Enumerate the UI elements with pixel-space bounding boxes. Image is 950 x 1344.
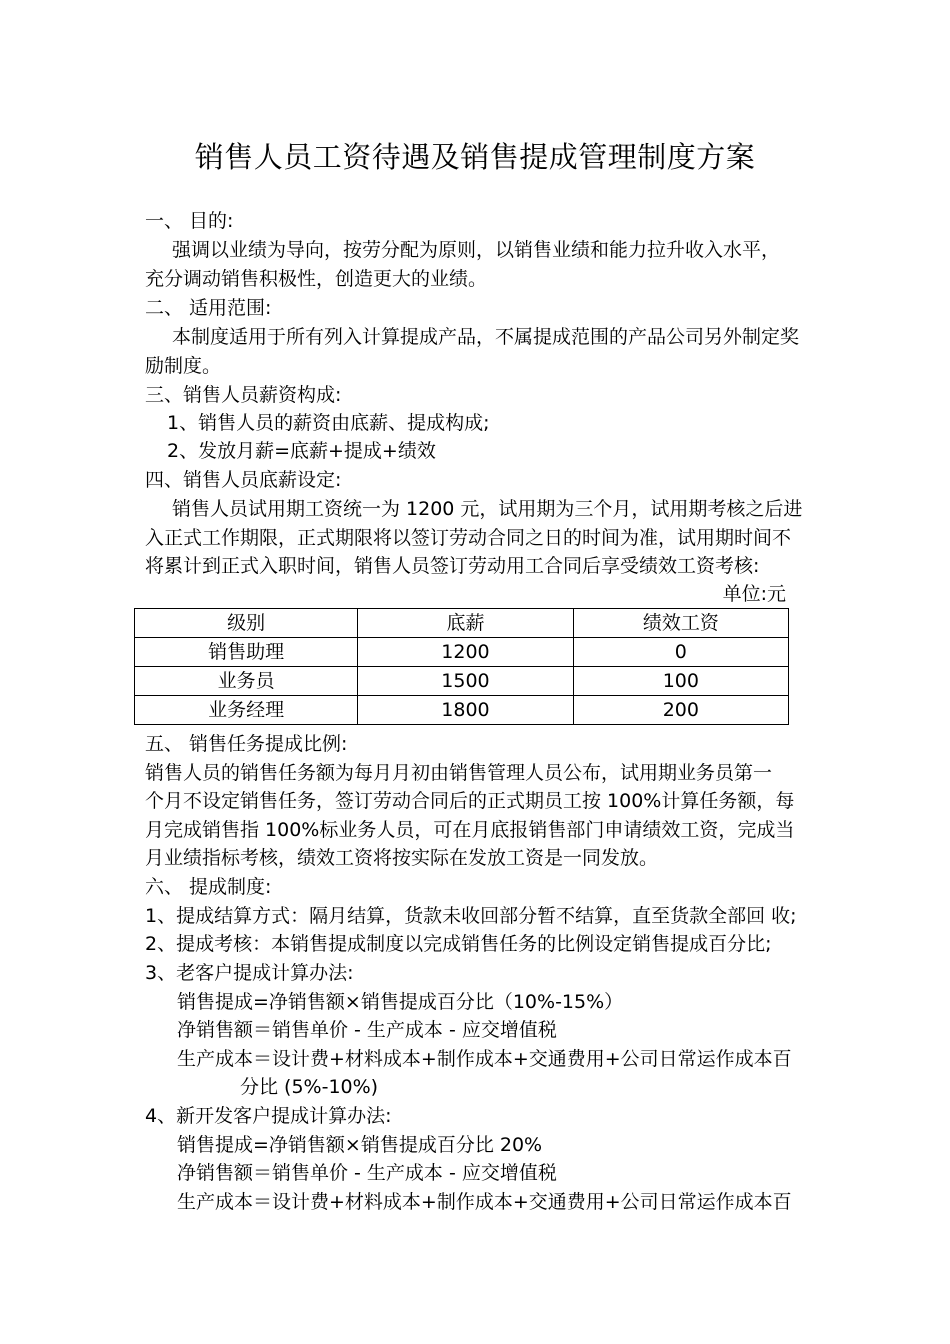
page-title: 销售人员工资待遇及销售提成管理制度方案 bbox=[194, 140, 756, 174]
table-cell: 100 bbox=[573, 667, 788, 696]
table-row bbox=[135, 696, 789, 725]
formula-line: 分比 (5%-10%) bbox=[240, 1076, 379, 1098]
formula-line: 生产成本＝设计费+材料成本+制作成本+交通费用+公司日常运作成本百 bbox=[177, 1048, 792, 1070]
table-header-row bbox=[135, 609, 789, 638]
paragraph-line: 充分调动销售积极性，创造更大的业绩。 bbox=[145, 268, 488, 290]
list-item: 4、新开发客户提成计算办法: bbox=[145, 1105, 392, 1127]
salary-table bbox=[134, 608, 789, 725]
table-cell: 0 bbox=[573, 638, 788, 667]
formula-line: 销售提成=净销售额×销售提成百分比（10%-15%） bbox=[177, 991, 624, 1013]
column-header-level: 级别 bbox=[135, 609, 358, 638]
paragraph-line: 月完成销售指 100%标业务人员，可在月底报销售部门申请绩效工资，完成当 bbox=[145, 819, 795, 841]
paragraph-line: 将累计到正式入职时间，销售人员签订劳动用工合同后享受绩效工资考核: bbox=[145, 555, 760, 577]
section-heading-commission-system: 六、 提成制度: bbox=[145, 876, 272, 898]
table-row bbox=[135, 638, 789, 667]
table-row bbox=[135, 667, 789, 696]
table-cell: 销售助理 bbox=[135, 638, 358, 667]
list-item: 3、老客户提成计算办法: bbox=[145, 962, 354, 984]
paragraph-line: 励制度。 bbox=[145, 355, 222, 377]
list-item: 2、发放月薪=底薪+提成+绩效 bbox=[167, 440, 436, 462]
formula-line: 净销售额＝销售单价 - 生产成本 - 应交增值税 bbox=[177, 1019, 557, 1041]
column-header-performance-pay: 绩效工资 bbox=[573, 609, 788, 638]
paragraph-line: 个月不设定销售任务，签订劳动合同后的正式期员工按 100%计算任务额，每 bbox=[145, 790, 795, 812]
table-cell: 业务员 bbox=[135, 667, 358, 696]
section-heading-scope: 二、 适用范围: bbox=[145, 297, 272, 319]
section-heading-purpose: 一、 目的: bbox=[145, 210, 234, 232]
paragraph-line: 销售人员试用期工资统一为 1200 元，试用期为三个月，试用期考核之后进 bbox=[172, 498, 803, 520]
table-cell: 200 bbox=[573, 696, 788, 725]
list-item: 2、提成考核：本销售提成制度以完成销售任务的比例设定销售提成百分比; bbox=[145, 933, 772, 955]
table-cell: 业务经理 bbox=[135, 696, 358, 725]
section-heading-base-salary: 四、销售人员底薪设定: bbox=[145, 469, 342, 491]
paragraph-line: 月业绩指标考核，绩效工资将按实际在发放工资是一同发放。 bbox=[145, 847, 659, 869]
list-item: 1、提成结算方式：隔月结算，货款未收回部分暂不结算，直至货款全部回 收; bbox=[145, 905, 797, 927]
unit-label: 单位:元 bbox=[722, 583, 786, 605]
paragraph-line: 销售人员的销售任务额为每月月初由销售管理人员公布，试用期业务员第一 bbox=[145, 762, 773, 784]
section-heading-commission-ratio: 五、 销售任务提成比例: bbox=[145, 733, 348, 755]
table-cell: 1200 bbox=[358, 638, 573, 667]
formula-line: 生产成本＝设计费+材料成本+制作成本+交通费用+公司日常运作成本百 bbox=[177, 1191, 792, 1213]
section-heading-salary-structure: 三、销售人员薪资构成: bbox=[145, 384, 342, 406]
column-header-base-salary: 底薪 bbox=[358, 609, 573, 638]
formula-line: 净销售额＝销售单价 - 生产成本 - 应交增值税 bbox=[177, 1162, 557, 1184]
table-cell: 1800 bbox=[358, 696, 573, 725]
list-item: 1、销售人员的薪资由底薪、提成构成; bbox=[167, 412, 490, 434]
paragraph-line: 入正式工作期限，正式期限将以签订劳动合同之日的时间为准，试用期时间不 bbox=[145, 527, 792, 549]
paragraph-line: 强调以业绩为导向，按劳分配为原则，以销售业绩和能力拉升收入水平， bbox=[172, 239, 781, 261]
formula-line: 销售提成=净销售额×销售提成百分比 20% bbox=[177, 1134, 543, 1156]
table-cell: 1500 bbox=[358, 667, 573, 696]
paragraph-line: 本制度适用于所有列入计算提成产品，不属提成范围的产品公司另外制定奖 bbox=[172, 326, 800, 348]
